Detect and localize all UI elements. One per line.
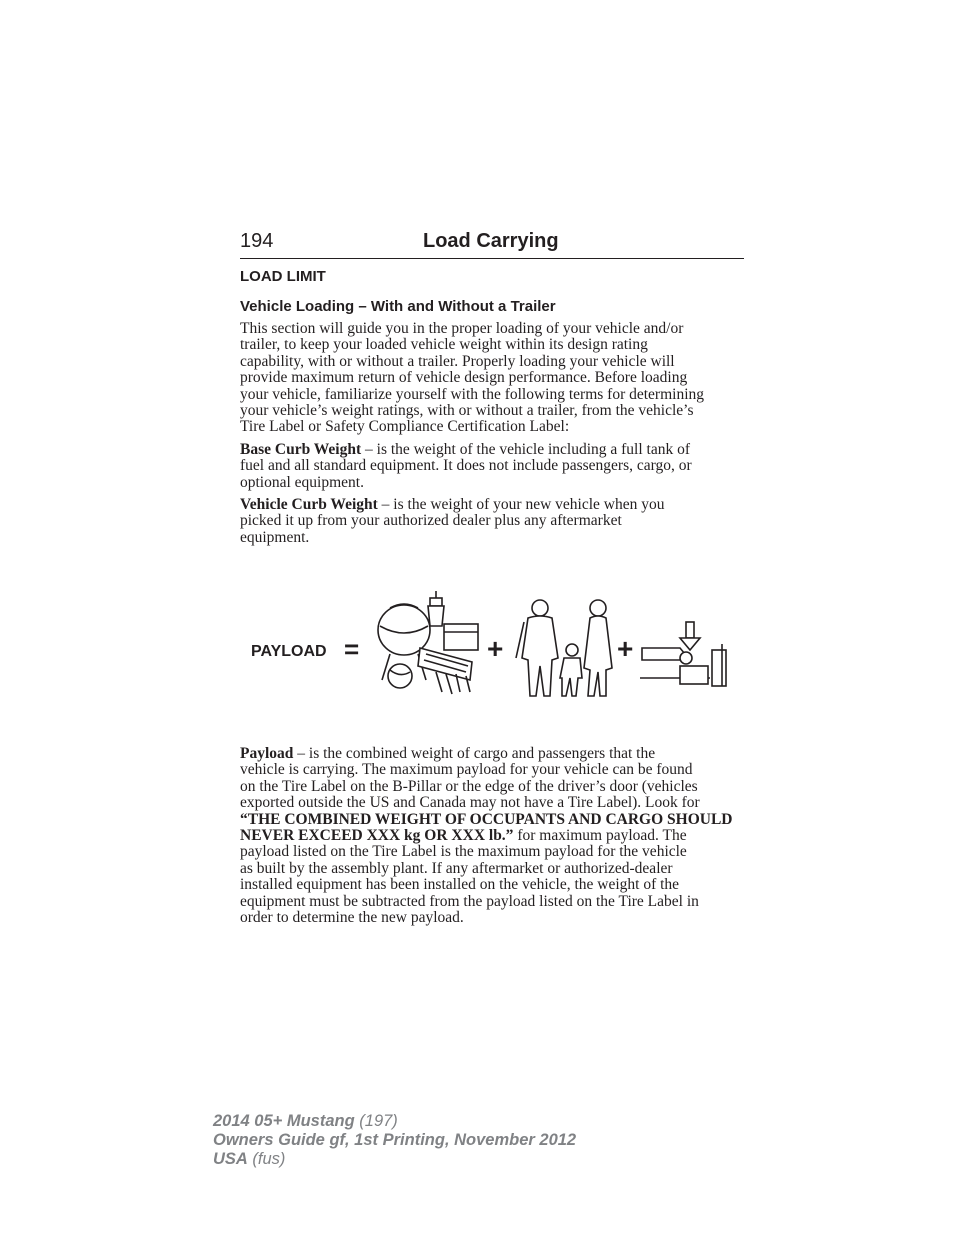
payload-illustration [240,588,740,706]
footer-model: 2014 05+ Mustang [213,1112,355,1130]
footer-market-code: (fus) [247,1150,286,1168]
intro-line: capability, with or without a trailer. Properly loading your vehicle will [240,352,675,370]
footer-guide: Owners Guide gf, 1st Printing, November 2012 [213,1131,577,1149]
intro-line: provide maximum return of vehicle design performance. Before loading [240,369,688,387]
payload-diagram [240,588,740,706]
payload-label-quote: “THE COMBINED WEIGHT OF OCCUPANTS AND CARGO SHOULD [240,810,733,828]
payload-line: exported outside the US and Canada may not have a Tire Label). Look for [240,794,700,812]
intro-line: Tire Label or Safety Compliance Certification Label: [240,418,570,436]
payload-line: for maximum payload. The [513,827,687,845]
payload-label-quote: NEVER EXCEED XXX kg OR XXX lb.” [240,827,514,845]
equals-sign: = [344,634,360,664]
vehicle-curb-weight-paragraph [240,497,748,546]
footer-model-code: (197) [354,1112,398,1130]
vehicle-curb-weight-line: picked it up from your authorized dealer plus any aftermarket [240,512,622,530]
intro-paragraph [240,321,748,436]
footer-market: USA [213,1150,248,1168]
section-heading: LOAD LIMIT [240,268,326,285]
base-curb-weight-term: Base Curb Weight [240,441,362,458]
payload-line: equipment must be subtracted from the payload listed on the Tire Label in [240,892,699,910]
passengers-icon [516,600,612,696]
trailer-hitch-icon [640,622,726,686]
base-curb-weight-paragraph [240,442,748,491]
payload-term: Payload [240,745,294,762]
base-curb-weight-line: fuel and all standard equipment. It does not include passengers, cargo, or [240,457,692,475]
intro-line: your vehicle’s weight ratings, with or without a trailer, from the vehicle’s [240,402,694,420]
vehicle-curb-weight-text: – is the weight of your new vehicle when you [377,496,665,513]
sub-heading: Vehicle Loading – With and Without a Trailer [240,298,556,315]
payload-line: payload listed on the Tire Label is the maximum payload for the vehicle [240,843,687,861]
plus-sign: + [617,633,634,664]
vehicle-curb-weight-line: equipment. [240,528,310,546]
payload-text: – is the combined weight of cargo and passengers that the [293,745,656,762]
payload-line: on the Tire Label on the B-Pillar or the edge of the driver’s door (vehicles [240,777,698,795]
cargo-icon [378,591,478,694]
intro-line: your vehicle, familiarize yourself with the following terms for determining [240,385,705,403]
intro-line: This section will guide you in the proper loading of your vehicle and/or [240,320,684,337]
page-footer [213,1112,576,1169]
base-curb-weight-line: optional equipment. [240,473,364,491]
page-header [240,228,744,259]
plus-sign: + [487,633,504,664]
payload-line: installed equipment has been installed on the vehicle, the weight of the [240,876,680,894]
payload-paragraph [240,746,748,926]
vehicle-curb-weight-term: Vehicle Curb Weight [240,496,378,513]
payload-line: order to determine the new payload. [240,909,464,927]
payload-line: as built by the assembly plant. If any aftermarket or authorized-dealer [240,859,673,877]
base-curb-weight-text: – is the weight of the vehicle including a full tank of [361,441,691,458]
payload-line: vehicle is carrying. The maximum payload for your vehicle can be found [240,761,693,779]
payload-label: PAYLOAD [251,643,327,660]
page-title: Load Carrying [423,230,559,252]
page-number: 194 [240,230,274,252]
intro-line: trailer, to keep your loaded vehicle weight within its design rating [240,336,648,354]
